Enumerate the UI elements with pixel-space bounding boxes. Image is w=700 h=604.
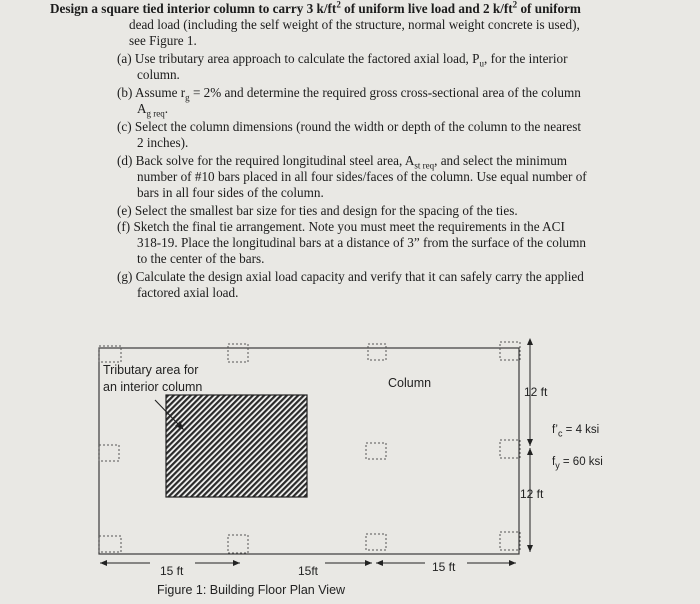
part-g-line-2: factored axial load.: [137, 285, 239, 300]
fy-label: $f_y = 60$ ksi: [552, 456, 603, 471]
dim-label-12ft-bottom: 12 ft: [520, 487, 544, 501]
intro-line-1: Design a square tied interior column to carry 3 $k/ft^2$ of uniform live load and 2 $k/ft^2$ of uniform: [50, 0, 581, 16]
part-a-line-2: column.: [137, 67, 180, 82]
part-f-line-2: 318-19. Place the longitudinal bars at a distance of 3” from the surface of the column: [137, 235, 586, 250]
part-b-line-2: $A_{g req}$.: [137, 101, 169, 119]
dim-arrowhead: [527, 545, 533, 552]
part-a-line-1: (a) Use tributary area approach to calculate the factored axial load, $P_u$, for the interior: [117, 51, 568, 69]
part-d-line-3: bars in all four sides of the column.: [137, 185, 324, 200]
tributary-label-line-1: Tributary area for: [103, 363, 199, 377]
column-marker: [500, 342, 520, 360]
intro-line-2: dead load (including the self weight of the structure, normal weight concrete is used),: [129, 17, 580, 32]
dim-label-15ft-2: 15ft: [298, 564, 319, 578]
dim-label-12ft-top: 12 ft: [524, 385, 548, 399]
tributary-label-line-2: an interior column: [103, 380, 203, 394]
column-marker: [366, 443, 386, 459]
dim-arrowhead: [100, 560, 107, 566]
column-marker: [500, 532, 520, 550]
part-g-line-1: (g) Calculate the design axial load capacity and verify that it can safely carry the applied: [117, 269, 584, 284]
part-d-line-1: (d) Back solve for the required longitudinal steel area, $A_{st req}$, and select the minimum: [117, 153, 568, 171]
part-e-line-1: (e) Select the smallest bar size for ties and design for the spacing of the ties.: [117, 203, 518, 218]
column-marker: [228, 344, 248, 362]
dim-label-15ft-1: 15 ft: [160, 564, 184, 578]
fc-label: $f’_c = 4$ ksi: [552, 424, 600, 439]
dim-arrowhead: [509, 560, 516, 566]
part-f-line-1: (f) Sketch the final tie arrangement. Note you must meet the requirements in the ACI: [117, 219, 565, 234]
part-f-line-3: to the center of the bars.: [137, 251, 265, 266]
dim-arrowhead: [527, 439, 533, 446]
dim-arrowhead: [233, 560, 240, 566]
dim-arrowhead: [527, 448, 533, 455]
part-c-line-1: (c) Select the column dimensions (round the width or depth of the column to the nearest: [117, 119, 582, 134]
floor-plan-figure: [0, 330, 700, 604]
tributary-area-hatch: [166, 395, 307, 497]
dim-arrowhead: [365, 560, 372, 566]
column-marker: [99, 445, 119, 461]
column-marker: [99, 536, 121, 552]
building-outline: [99, 348, 519, 554]
column-marker: [368, 344, 386, 360]
dim-label-15ft-3: 15 ft: [432, 560, 456, 574]
part-d-line-2: number of #10 bars placed in all four sides/faces of the column. Use equal number of: [137, 169, 587, 184]
column-marker: [228, 535, 248, 553]
intro-line-3: see Figure 1.: [129, 33, 197, 48]
figure-caption: Figure 1: Building Floor Plan View: [157, 583, 346, 597]
column-marker: [500, 440, 520, 458]
part-b-line-1: (b) Assume $r_g = 2\%$ and determine the required gross cross-sectional area of the column: [117, 85, 581, 103]
column-marker: [366, 534, 386, 550]
part-c-line-2: 2 inches).: [137, 135, 189, 150]
dim-arrowhead: [527, 338, 533, 345]
column-label: Column: [388, 376, 432, 390]
